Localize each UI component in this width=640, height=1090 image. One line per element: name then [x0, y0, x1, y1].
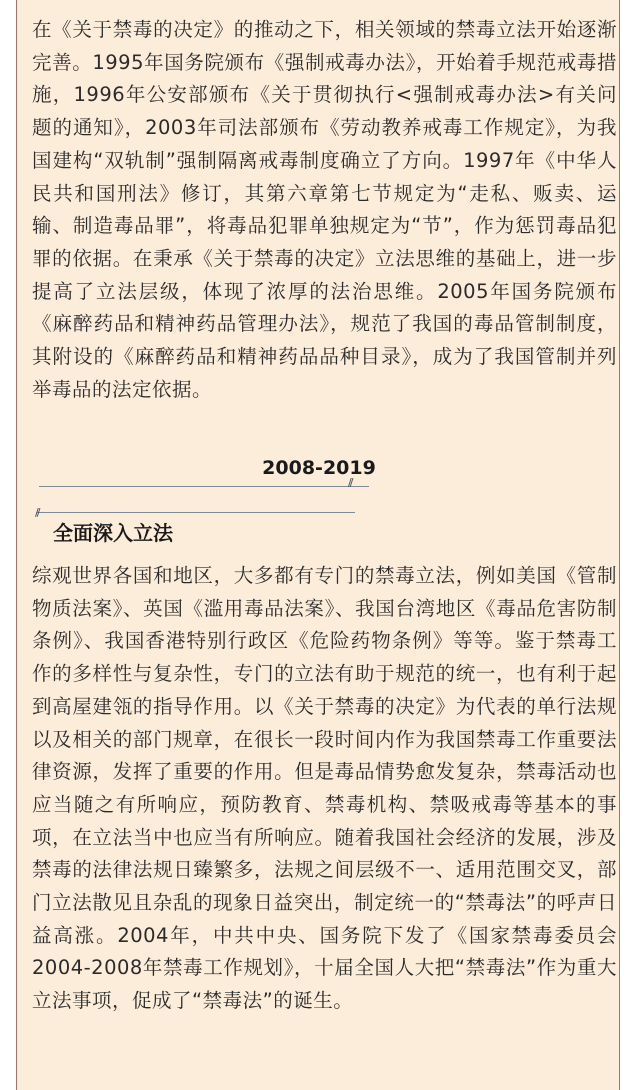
- double-slash-icon: //: [35, 506, 39, 519]
- double-slash-icon: //: [348, 476, 352, 489]
- paragraph-2: 综观世界各国和地区，大多都有专门的禁毒立法，例如美国《管制物质法案》、英国《滥用毒品法案》、我国台湾地区《毒品危害防制条例》、我国香港特别行政区《危险药物条例》等等。鉴于禁毒工作的多样性与复杂性，专门的立法有助于规范的统一，也有利于起到高屋建瓴的指导作用。以《关于禁毒的决定》为代表的单行法规以及相关的部门规章，在很长一段时间内作为我国禁毒工作重要法律资源，发挥了重要的作用。但是毒品情势愈发复杂，禁毒活动也应当随之有所响应，预防教育、禁毒机构、禁吸戒毒等基本的事项，在立法当中也应当有所响应。随着我国社会经济的发展，涉及禁毒的法律法规日臻繁多，法规之间层级不一、适用范围交叉，部门立法散见且杂乱的现象日益突出，制定统一的“禁毒法”的呼声日益高涨。2004年，中共中央、国务院下发了《国家禁毒委员会2004-2008年禁毒工作规划》，十届全国人大把“禁毒法”作为重大立法事项，促成了“禁毒法”的诞生。: [32, 564, 617, 1013]
- divider-line-upper: [39, 486, 369, 487]
- divider-line-lower: [37, 512, 355, 513]
- paragraph-1: 在《关于禁毒的决定》的推动之下，相关领域的禁毒立法开始逐渐完善。1995年国务院颁布《强制戒毒办法》，开始着手规范戒毒措施，1996年公安部颁布《关于贯彻执行<强制戒毒办法>有关问题的通知》，2003年司法部颁布《劳动教养戒毒工作规定》，为我国建构“双轨制”强制隔离戒毒制度确立了方向。1997年《中华人民共和国刑法》修订，其第六章第七节规定为“走私、贩卖、运输、制造毒品罪”，将毒品犯罪单独规定为“节”，作为惩罚毒品犯罪的依据。在秉承《关于禁毒的决定》立法思维的基础上，进一步提高了立法层级，体现了浓厚的法治思维。2005年国务院颁布《麻醉药品和精神药品管理办法》，规范了我国的毒品管制制度，其附设的《麻醉药品和精神药品品种目录》，成为了我国管制并列举毒品的法定依据。: [32, 18, 617, 401]
- section-title: 全面深入立法: [53, 521, 173, 545]
- year-heading: 2008-2019: [262, 457, 376, 479]
- article-panel: [16, 0, 620, 1090]
